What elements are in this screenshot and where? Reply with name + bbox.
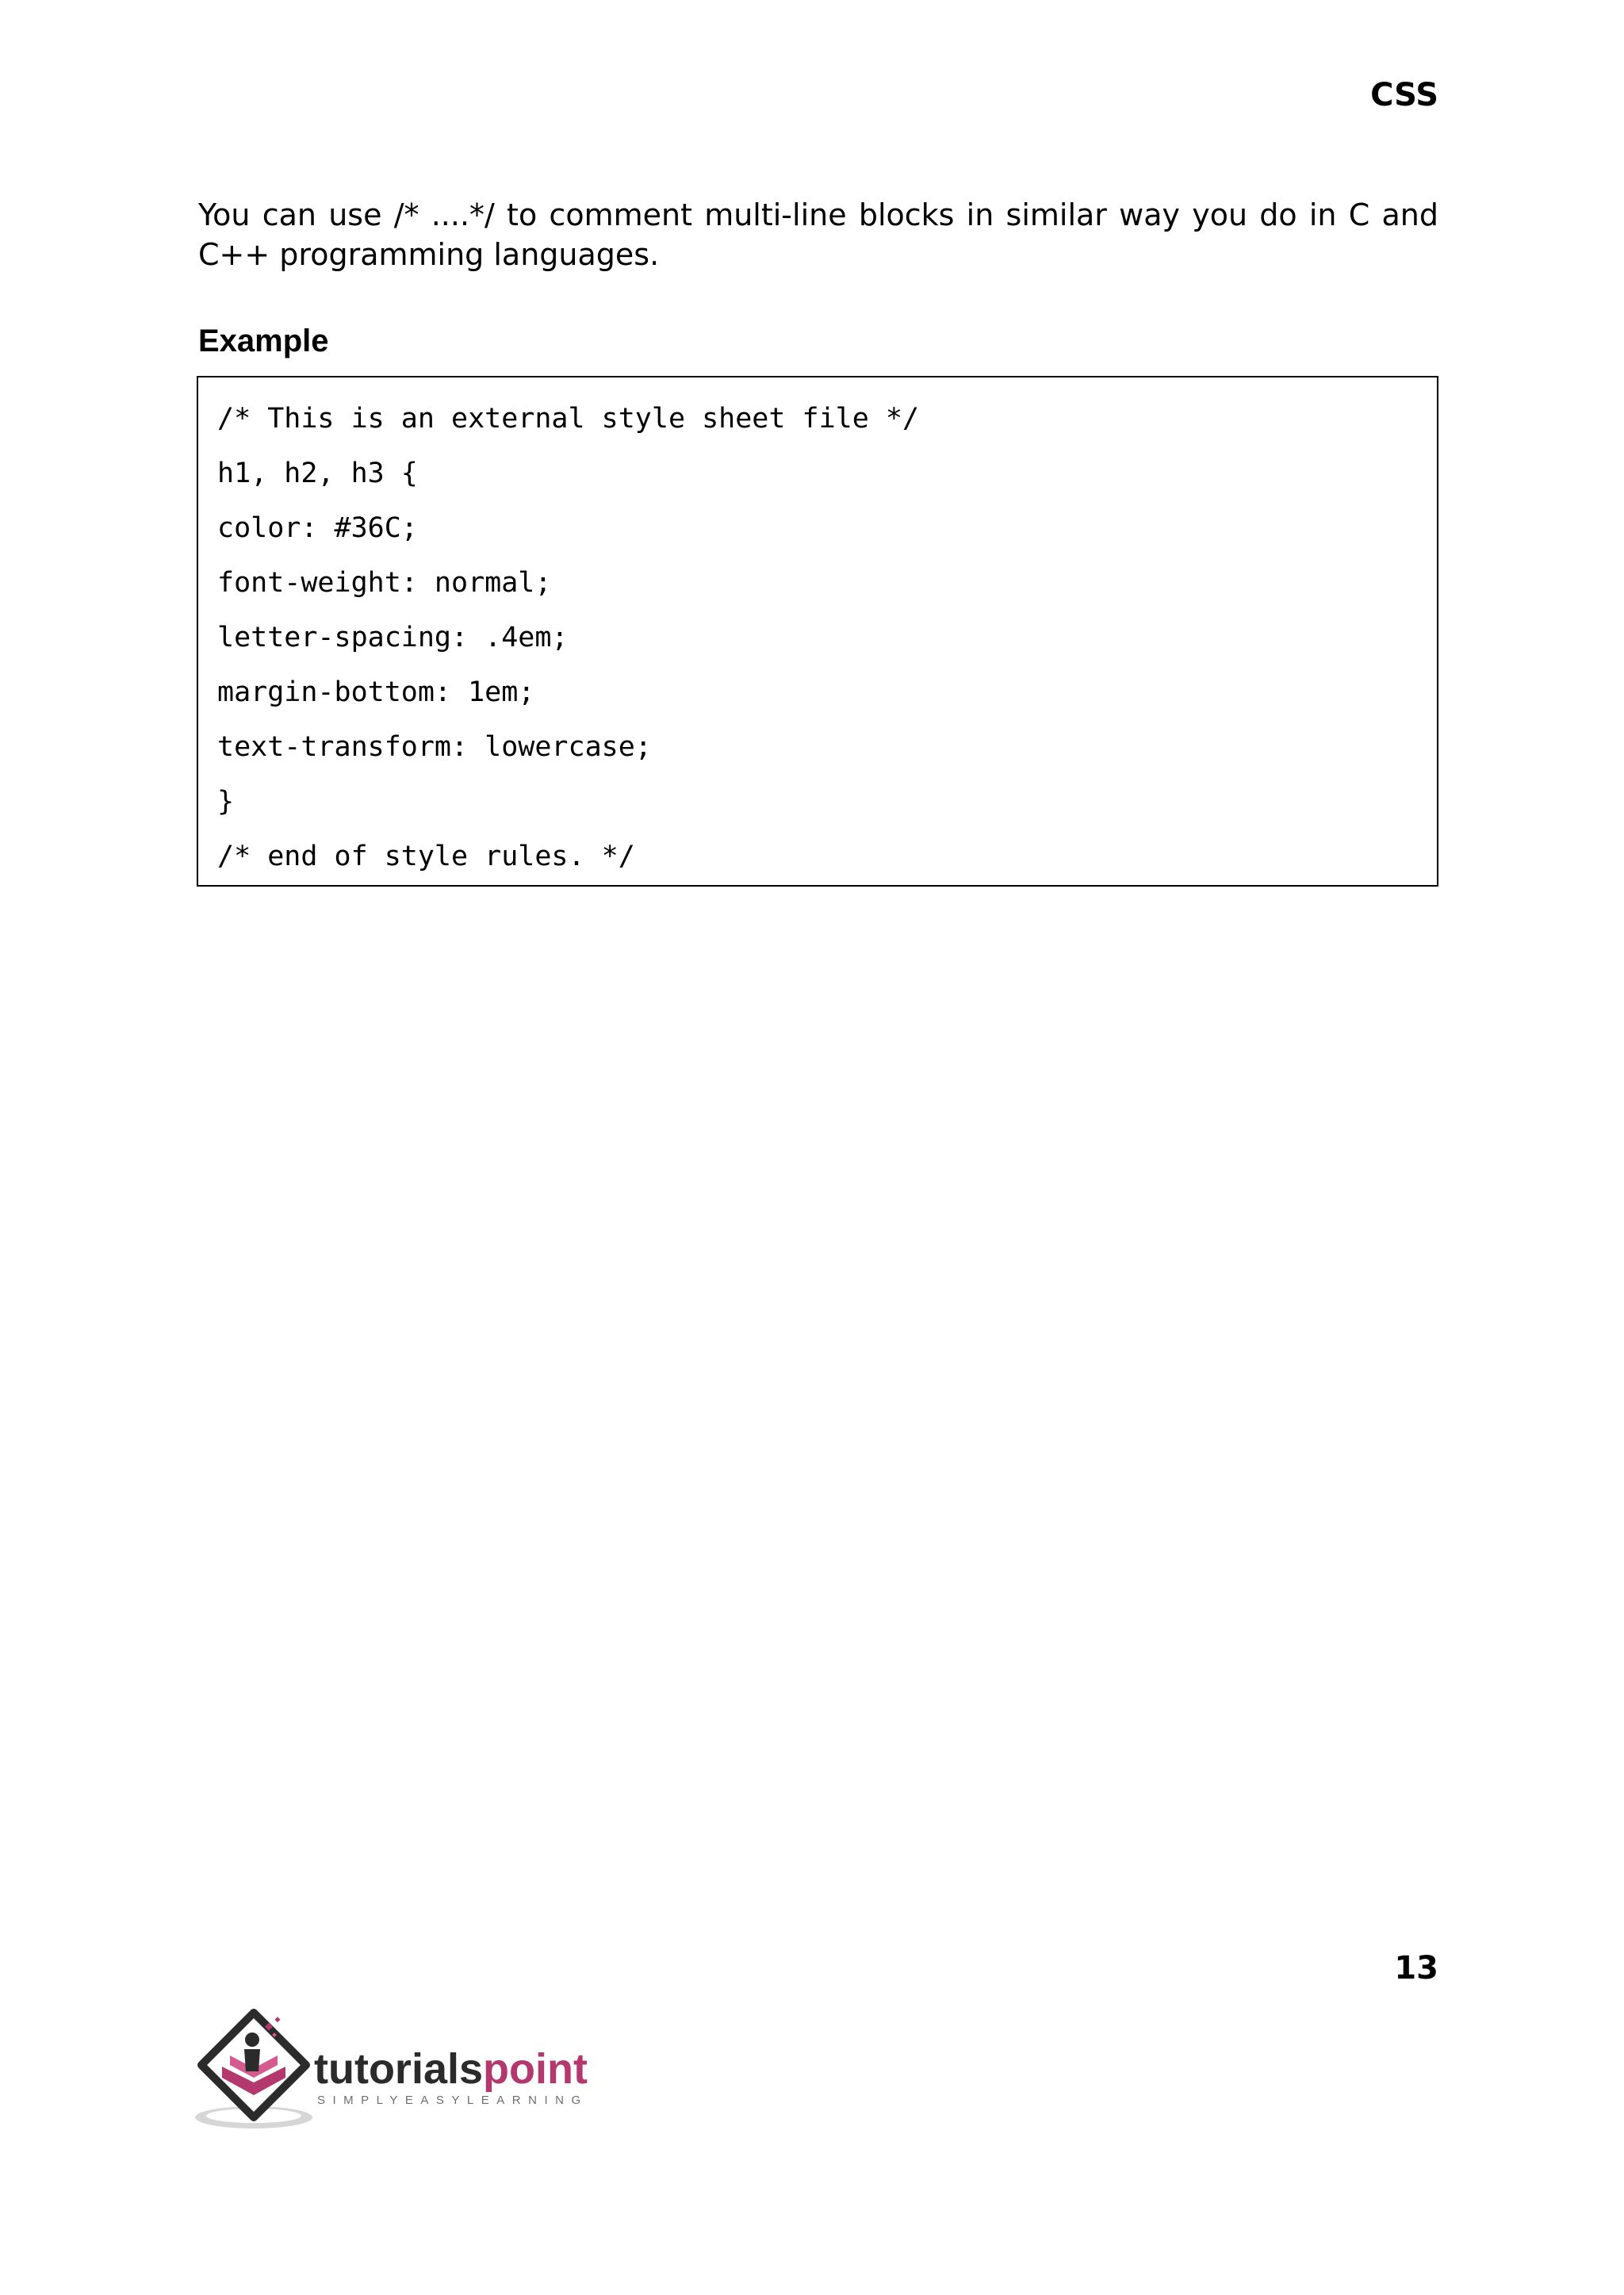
logo-word-part1: tutorials <box>314 2045 484 2093</box>
logo-tagline: SIMPLYEASYLEARNING <box>317 2094 588 2107</box>
code-line: /* This is an external style sheet file */ <box>217 403 920 435</box>
code-line: margin-bottom: 1em; <box>217 676 535 708</box>
running-header-title: CSS <box>1370 77 1438 113</box>
code-line: color: #36C; <box>217 512 418 544</box>
code-line: /* end of style rules. */ <box>217 841 635 872</box>
example-heading: Example <box>198 324 329 358</box>
code-line: letter-spacing: .4em; <box>217 622 569 653</box>
logo-word-part2: point <box>483 2045 588 2093</box>
code-line: font-weight: normal; <box>217 567 552 599</box>
page-number: 13 <box>1394 1950 1438 1987</box>
code-line: text-transform: lowercase; <box>217 731 652 763</box>
logo-wordmark <box>314 2045 588 2093</box>
tutorialspoint-logo <box>195 2006 607 2133</box>
intro-paragraph: You can use /* ....*/ to comment multi-line blocks in similar way you do in C and C++ programming languages. <box>198 197 1438 272</box>
logo-emblem-icon <box>195 2006 322 2133</box>
code-line: } <box>217 786 235 818</box>
code-line: h1, h2, h3 { <box>217 458 418 489</box>
code-example-box <box>197 376 1438 887</box>
